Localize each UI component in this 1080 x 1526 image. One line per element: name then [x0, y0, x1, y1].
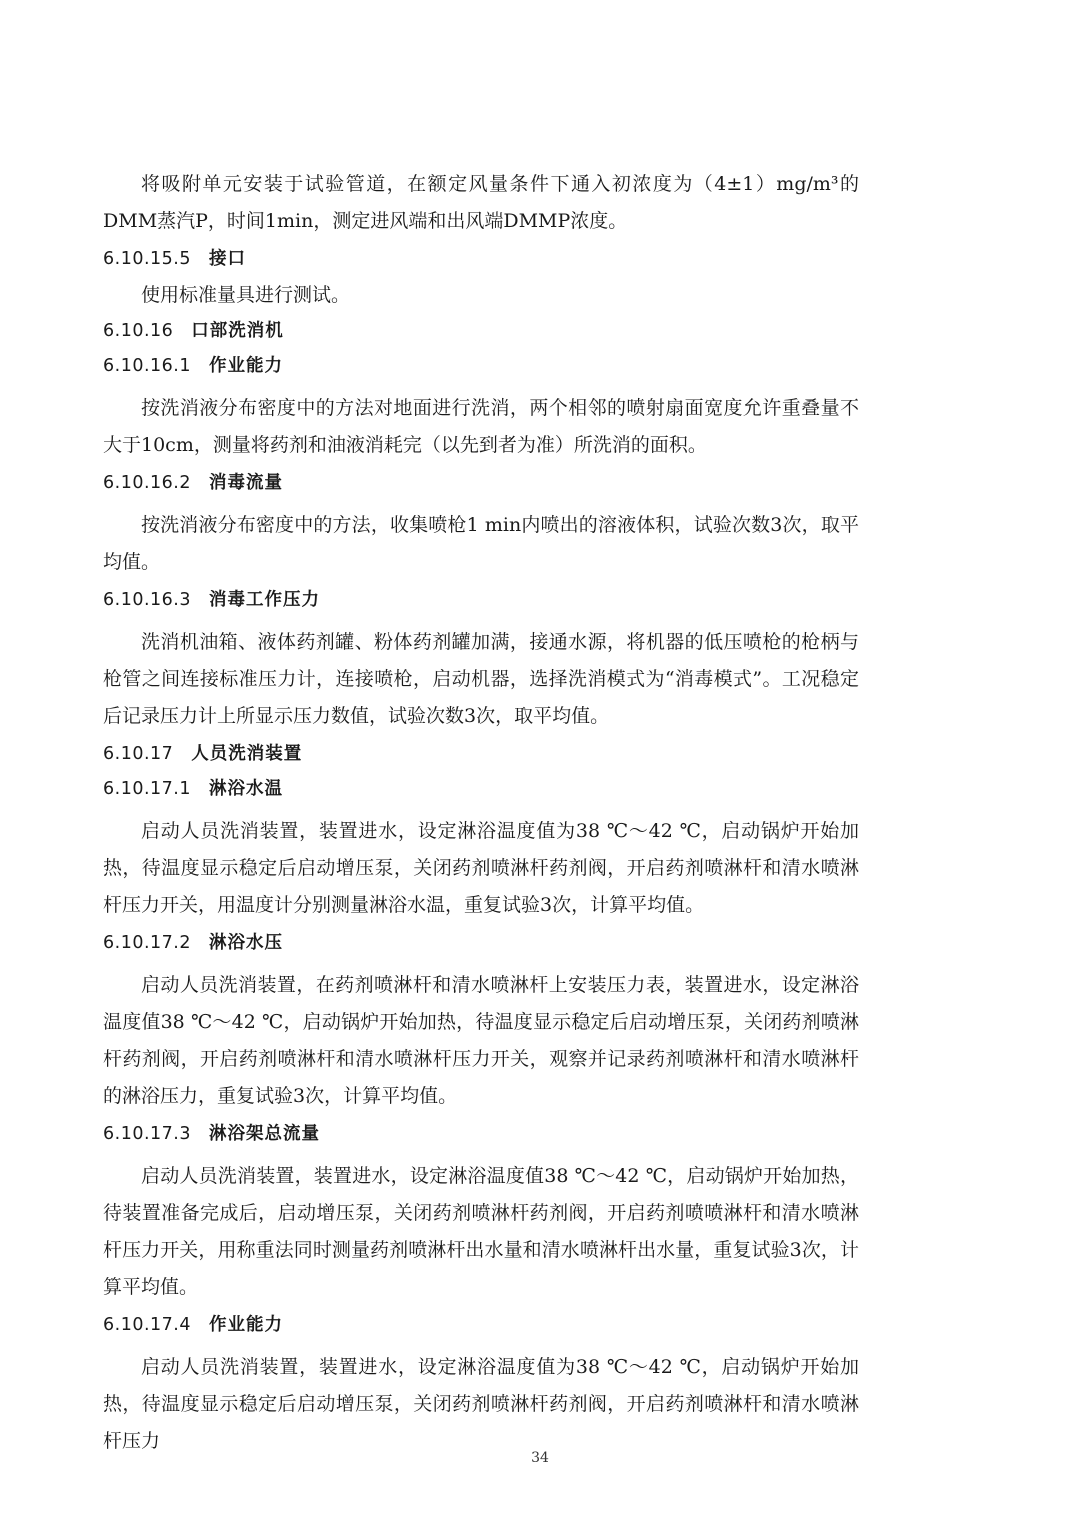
- section-title: 人员洗消装置: [191, 744, 303, 764]
- section-number: 6.10.17.3: [103, 1124, 191, 1144]
- section-number: 6.10.17: [103, 744, 174, 764]
- section-number: 6.10.16.2: [103, 473, 191, 493]
- section-heading-6-10-17-2: [103, 926, 859, 961]
- section-heading-6-10-17-1: [103, 772, 859, 807]
- paragraph-shower-pressure: 启动人员洗消装置，在药剂喷淋杆和清水喷淋杆上安装压力表，装置进水，设定淋浴温度值38 ℃～42 ℃，启动锅炉开始加热，待温度显示稳定后启动增压泵，关闭药剂喷淋杆药剂阀，开启药剂喷淋杆和清水喷淋杆压力开关，观察并记录药剂喷淋杆和清水喷淋杆的淋浴压力，重复试验3次，计算平均值。: [103, 974, 859, 1107]
- section-number: 6.10.16: [103, 321, 174, 341]
- paragraph-working-pressure: 洗消机油箱、液体药剂罐、粉体药剂罐加满，接通水源，将机器的低压喷枪的枪柄与枪管之间连接标准压力计，连接喷枪，启动机器，选择洗消模式为“消毒模式”。工况稳定后记录压力计上所显示压力数值，试验次数3次，取平均值。: [103, 631, 859, 727]
- section-title: 淋浴架总流量: [209, 1124, 320, 1144]
- section-number: 6.10.16.3: [103, 590, 191, 610]
- section-heading-6-10-16-2: [103, 466, 859, 501]
- section-number: 6.10.17.2: [103, 933, 191, 953]
- section-heading-6-10-17-3: [103, 1117, 859, 1152]
- paragraph-dmmp-test: 将吸附单元安装于试验管道，在额定风量条件下通入初浓度为（4±1）mg/m³的DMM蒸汽P，时间1min，测定进风端和出风端DMMP浓度。: [103, 173, 859, 232]
- paragraph-disinfection-flow: 按洗消液分布密度中的方法，收集喷枪1 min内喷出的溶液体积，试验次数3次，取平均值。: [103, 514, 859, 573]
- page-number: 34: [531, 1450, 549, 1466]
- section-heading-6-10-16-1: [103, 349, 859, 384]
- section-title: 作业能力: [209, 1315, 283, 1335]
- paragraph-interface: 使用标准量具进行测试。: [141, 284, 351, 306]
- section-title: 消毒工作压力: [209, 590, 320, 610]
- section-heading-6-10-15-5: [103, 242, 859, 277]
- section-heading-6-10-17-4: [103, 1308, 859, 1343]
- section-title: 淋浴水压: [209, 933, 283, 953]
- section-title: 作业能力: [209, 356, 283, 376]
- section-number: 6.10.15.5: [103, 249, 191, 269]
- paragraph-total-flow: 启动人员洗消装置，装置进水，设定淋浴温度值38 ℃～42 ℃，启动锅炉开始加热，待装置准备完成后，启动增压泵，关闭药剂喷淋杆药剂阀，开启药剂喷喷淋杆和清水喷淋杆压力开关，用称重法同时测量药剂喷淋杆出水量和清水喷淋杆出水量，重复试验3次，计算平均值。: [103, 1165, 859, 1298]
- section-number: 6.10.16.1: [103, 356, 191, 376]
- section-number: 6.10.17.1: [103, 779, 191, 799]
- section-title: 接口: [209, 249, 246, 269]
- section-number: 6.10.17.4: [103, 1315, 191, 1335]
- page-body: [103, 166, 859, 1460]
- section-title: 淋浴水温: [209, 779, 283, 799]
- section-title: 消毒流量: [209, 473, 283, 493]
- section-title: 口部洗消机: [191, 321, 284, 341]
- section-heading-6-10-17: [103, 737, 859, 772]
- section-heading-6-10-16: [103, 314, 859, 349]
- paragraph-work-capacity: 按洗消液分布密度中的方法对地面进行洗消，两个相邻的喷射扇面宽度允许重叠量不大于10cm，测量将药剂和油液消耗完（以先到者为准）所洗消的面积。: [103, 397, 859, 456]
- section-heading-6-10-16-3: [103, 583, 859, 618]
- paragraph-work-capacity-2: 启动人员洗消装置，装置进水，设定淋浴温度值为38 ℃～42 ℃，启动锅炉开始加热，待温度显示稳定后启动增压泵，关闭药剂喷淋杆药剂阀，开启药剂喷淋杆和清水喷淋杆压力: [103, 1356, 859, 1452]
- paragraph-shower-temperature: 启动人员洗消装置，装置进水，设定淋浴温度值为38 ℃～42 ℃，启动锅炉开始加热，待温度显示稳定后启动增压泵，关闭药剂喷淋杆药剂阀，开启药剂喷淋杆和清水喷淋杆压力开关，用温度计分别测量淋浴水温，重复试验3次，计算平均值。: [103, 820, 859, 916]
